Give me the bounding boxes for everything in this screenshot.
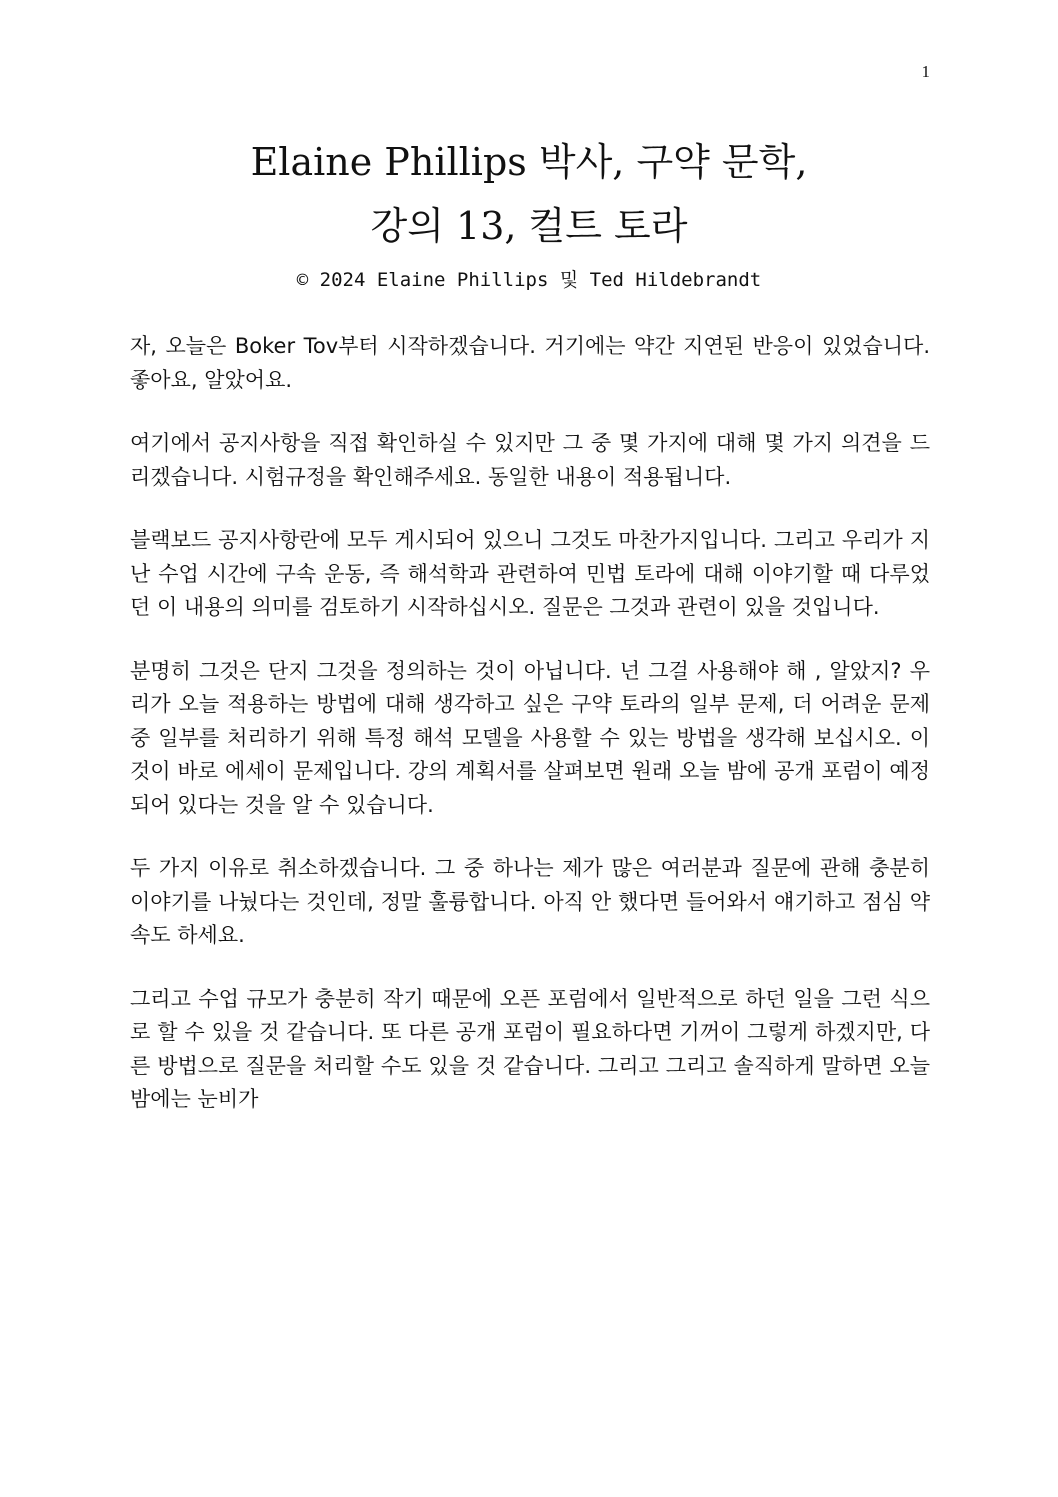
paragraph: 두 가지 이유로 취소하겠습니다. 그 중 하나는 제가 많은 여러분과 질문에 관해 충분히 이야기를 나눴다는 것인데, 정말 훌륭합니다. 아직 안 했다면 들어와서 얘기하고 점심 약속도 하세요.	[130, 856, 930, 947]
page-number: 1	[921, 62, 930, 81]
document-title	[0, 130, 1058, 258]
copyright-line: © 2024 Elaine Phillips 및 Ted Hildebrandt	[296, 269, 762, 291]
document-body	[130, 330, 930, 1147]
paragraph: 그리고 수업 규모가 충분히 작기 때문에 오픈 포럼에서 일반적으로 하던 일을 그런 식으로 할 수 있을 것 같습니다. 또 다른 공개 포럼이 필요하다면 기꺼이 그렇게 하겠지만, 다른 방법으로 질문을 처리할 수도 있을 것 같습니다. 그리고 그리고 솔직하게 말하면 오늘 밤에는 눈비가	[130, 986, 930, 1111]
paragraph: 여기에서 공지사항을 직접 확인하실 수 있지만 그 중 몇 가지에 대해 몇 가지 의견을 드리겠습니다. 시험규정을 확인해주세요. 동일한 내용이 적용됩니다.	[130, 431, 930, 489]
title-line-1: Elaine Phillips 박사, 구약 문학,	[250, 140, 808, 184]
title-line-2: 강의 13, 컬트 토라	[370, 204, 688, 248]
paragraph: 분명히 그것은 단지 그것을 정의하는 것이 아닙니다. 넌 그걸 사용해야 해 , 알았지? 우리가 오늘 적용하는 방법에 대해 생각하고 싶은 구약 토라의 일부 문제, 더 어려운 문제 중 일부를 처리하기 위해 특정 해석 모델을 사용할 수 있는 방법을 생각해 보십시오. 이것이 바로 에세이 문제입니다. 강의 계획서를 살펴보면 원래 오늘 밤에 공개 포럼이 예정되어 있다는 것을 알 수 있습니다.	[130, 658, 930, 817]
paragraph: 블랙보드 공지사항란에 모두 게시되어 있으니 그것도 마찬가지입니다. 그리고 우리가 지난 수업 시간에 구속 운동, 즉 해석학과 관련하여 민법 토라에 대해 이야기할 때 다루었던 이 내용의 의미를 검토하기 시작하십시오. 질문은 그것과 관련이 있을 것입니다.	[130, 528, 930, 619]
paragraph: 자, 오늘은 Boker Tov부터 시작하겠습니다. 거기에는 약간 지연된 반응이 있었습니다. 좋아요, 알았어요.	[130, 334, 930, 392]
